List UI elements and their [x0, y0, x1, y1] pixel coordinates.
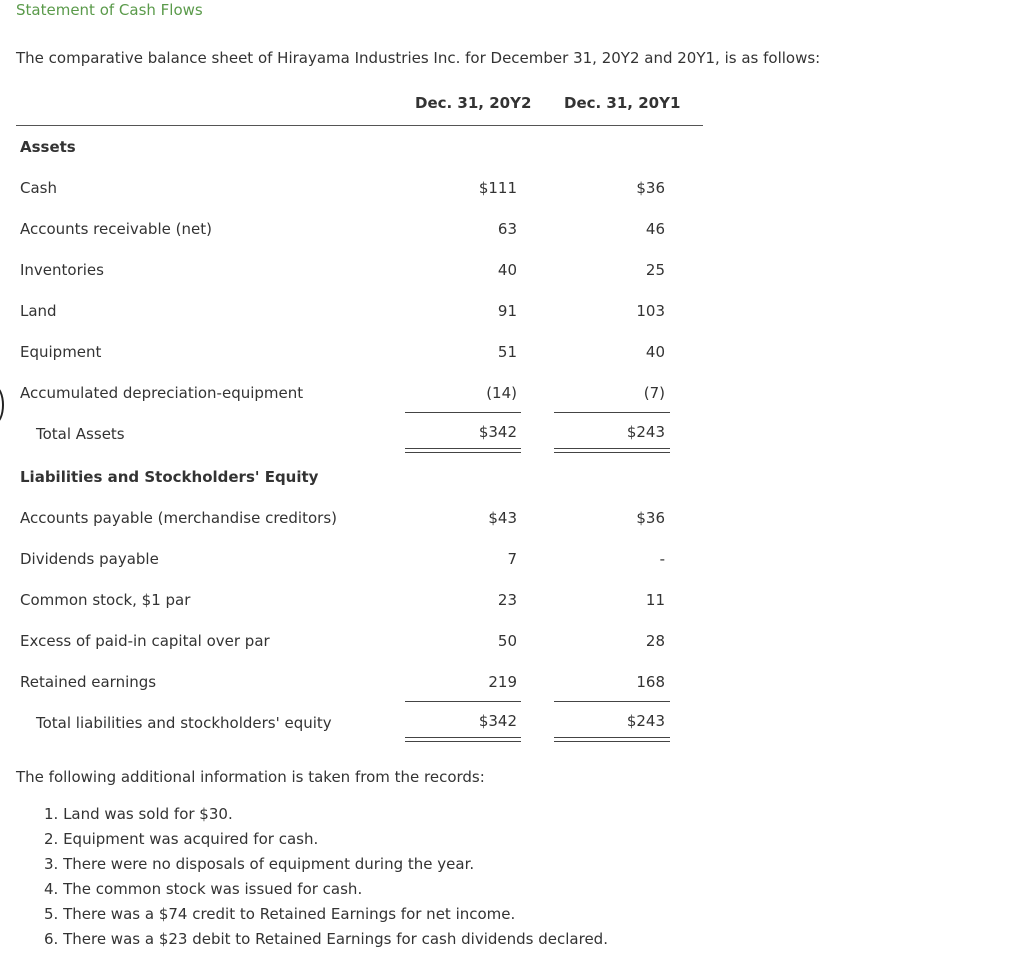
table-row	[16, 290, 703, 331]
value-20y1: 103	[636, 302, 665, 320]
balance-sheet-table	[16, 90, 703, 745]
value-20y2: 91	[497, 302, 517, 320]
total-row-liabilities	[16, 702, 703, 745]
value-20y1: $243	[626, 423, 665, 441]
value-20y2: 50	[497, 632, 517, 650]
row-label: Excess of paid-in capital over par	[20, 632, 270, 650]
page-title: Statement of Cash Flows	[16, 1, 203, 19]
row-label: Accumulated depreciation-equipment	[20, 384, 304, 402]
row-label: Total Assets	[36, 425, 125, 443]
total-double-underline	[554, 448, 670, 453]
value-20y2: 219	[488, 673, 517, 691]
value-20y1: 168	[636, 673, 665, 691]
section-label: Liabilities and Stockholders' Equity	[20, 468, 319, 486]
additional-info-heading: The following additional information is taken from the records:	[16, 768, 485, 786]
table-header	[16, 90, 703, 126]
table-row	[16, 372, 703, 413]
list-item: 3. There were no disposals of equipment during the year.	[44, 855, 475, 873]
total-double-underline	[405, 448, 521, 453]
value-20y1: 46	[645, 220, 665, 238]
list-item: 4. The common stock was issued for cash.	[44, 880, 363, 898]
value-20y1: (7)	[643, 384, 665, 402]
row-label: Cash	[20, 179, 57, 197]
table-row	[16, 661, 703, 702]
list-item: 6. There was a $23 debit to Retained Earnings for cash dividends declared.	[44, 930, 608, 948]
table-row	[16, 497, 703, 538]
value-20y2: 40	[497, 261, 517, 279]
value-20y2: 51	[497, 343, 517, 361]
list-item: 1. Land was sold for $30.	[44, 805, 233, 823]
value-20y2: 23	[497, 591, 517, 609]
list-item: 5. There was a $74 credit to Retained Earnings for net income.	[44, 905, 516, 923]
value-20y2: (14)	[486, 384, 517, 402]
column-header-20y1: Dec. 31, 20Y1	[564, 94, 681, 112]
value-20y1: 28	[645, 632, 665, 650]
total-double-underline	[554, 737, 670, 742]
edge-circle-icon	[0, 386, 4, 424]
value-20y2: $111	[478, 179, 517, 197]
table-row	[16, 249, 703, 290]
section-label: Assets	[20, 138, 76, 156]
value-20y2: $43	[488, 509, 517, 527]
value-20y1: 40	[645, 343, 665, 361]
row-label: Dividends payable	[20, 550, 159, 568]
value-20y1: $243	[626, 712, 665, 730]
row-label: Accounts payable (merchandise creditors)	[20, 509, 337, 527]
list-item: 2. Equipment was acquired for cash.	[44, 830, 319, 848]
row-label: Equipment	[20, 343, 102, 361]
value-20y1: 11	[645, 591, 665, 609]
intro-text: The comparative balance sheet of Hirayama Industries Inc. for December 31, 20Y2 and 20Y1, is as follows:	[16, 49, 821, 67]
row-label: Retained earnings	[20, 673, 157, 691]
total-row-assets	[16, 413, 703, 456]
table-row	[16, 538, 703, 579]
section-heading-liabilities	[16, 456, 703, 497]
value-20y2: $342	[478, 423, 517, 441]
additional-info-list	[44, 804, 608, 954]
row-label: Inventories	[20, 261, 104, 279]
value-20y2: $342	[478, 712, 517, 730]
table-row	[16, 579, 703, 620]
table-row	[16, 331, 703, 372]
value-20y2: 7	[507, 550, 517, 568]
value-20y1: $36	[636, 179, 665, 197]
value-20y1: -	[659, 550, 665, 568]
total-double-underline	[405, 737, 521, 742]
value-20y1: $36	[636, 509, 665, 527]
column-header-20y2: Dec. 31, 20Y2	[415, 94, 532, 112]
value-20y1: 25	[645, 261, 665, 279]
table-row	[16, 620, 703, 661]
row-label: Total liabilities and stockholders' equity	[36, 714, 332, 732]
value-20y2: 63	[497, 220, 517, 238]
row-label: Common stock, $1 par	[20, 591, 191, 609]
table-row	[16, 208, 703, 249]
table-row	[16, 167, 703, 208]
section-heading-assets	[16, 126, 703, 167]
row-label: Accounts receivable (net)	[20, 220, 212, 238]
row-label: Land	[20, 302, 57, 320]
